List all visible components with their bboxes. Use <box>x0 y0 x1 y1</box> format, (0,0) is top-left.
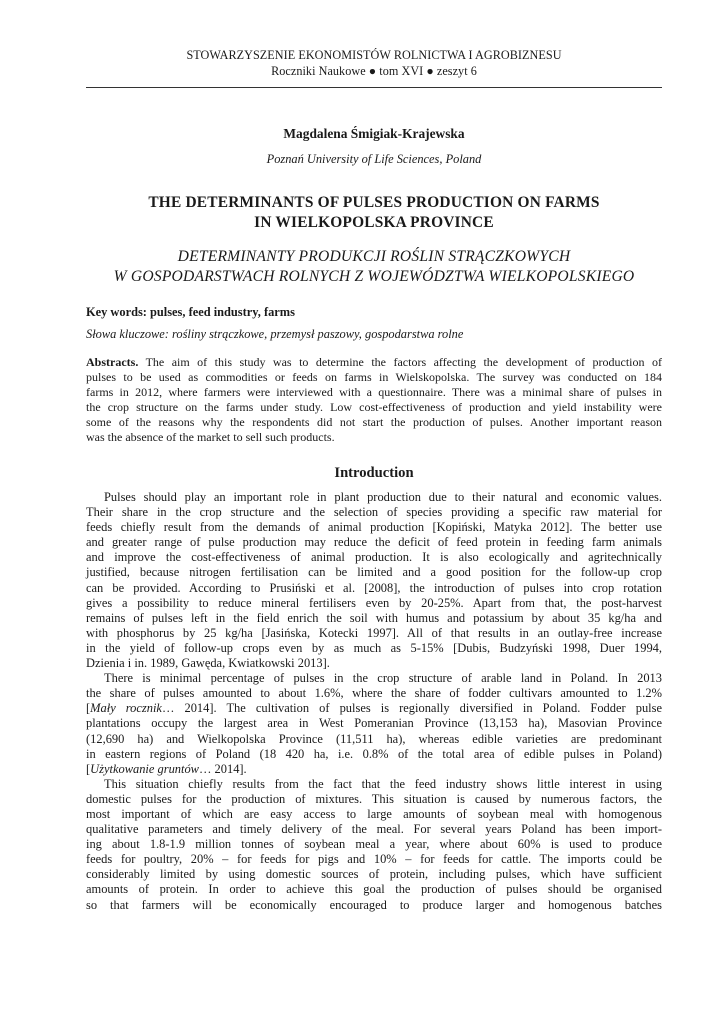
journal-header-society: STOWARZYSZENIE EKONOMISTÓW ROLNICTWA I AGROBIZNESU <box>186 48 562 62</box>
abstract-line: pulses to be used as commodities or feeds on farms in Wielskopolska. The survey was conducted on 184 <box>86 370 662 385</box>
abstract-line: was the absence of the market to sell such products. <box>86 430 335 445</box>
keywords: Key words: pulses, feed industry, farms <box>86 305 295 319</box>
abstract-line: the crop structure on the farms under study. Low cost-effectiveness of production and yield instability were <box>86 400 662 415</box>
body-line: Their share in the crop structure and the selection of species providing a specific raw material for <box>86 505 662 520</box>
section-title: Introduction <box>334 465 414 481</box>
body-line: feeds chiefly result from the demands of animal production [Kopiński, Matyka 2012]. The better use <box>86 520 662 535</box>
body-line: gives a possibility to reduce mineral fertilisers even by 20-25%. Apart from that, the post-harvest <box>86 595 662 610</box>
body-line: Dzienia i in. 1989, Gawęda, Kwiatkowski 2013]. <box>86 656 330 671</box>
body-line: justified, because nitrogen fertilisation can be limited and a good position for the follow-up crop <box>86 565 662 580</box>
header-rule <box>86 87 662 88</box>
bracket: [ <box>86 761 91 776</box>
body-line: There is minimal percentage of pulses in the crop structure of arable land in Poland. In 2013 <box>104 671 662 686</box>
body-line: plantations occupy the largest area in West Pomeranian Province (13,153 ha), Masovian Province <box>86 716 662 731</box>
body-line: with phosphorus by 25 kg/ha [Jasińska, Kotecki 1997]. All of that results in an outlay-free increase <box>86 625 662 640</box>
journal-header-volume: Roczniki Naukowe ● tom XVI ● zeszyt 6 <box>271 64 477 78</box>
paper-title-en-line: IN WIELKOPOLSKA PROVINCE <box>254 214 494 231</box>
paper-title-pl <box>86 247 662 287</box>
abstract-line <box>86 355 662 370</box>
body-text <box>86 490 662 913</box>
citation-title: Użytkowanie gruntów <box>90 761 199 776</box>
bracket: [ <box>86 701 91 716</box>
body-line: the share of pulses amounted to about 1.6%, where the share of fodder cultivars amounted to 1.2% <box>86 686 662 701</box>
citation-title: Mały rocznik <box>90 701 162 716</box>
body-line: most important of which are easy access to large amounts of soybean meal with homogenous <box>86 806 662 821</box>
body-text-run: … 2014]. The cultivation of pulses is regionally diversified in Poland. Fodder pulse <box>161 701 662 716</box>
body-line: qualitative parameters and timely delivery of the meal. For several years Poland has been import- <box>86 822 662 837</box>
body-line: in eastern regions of Poland (18 420 ha, i.e. 0.8% of the total area of edible pulses in Poland) <box>86 746 662 761</box>
journal-header <box>86 47 662 79</box>
abstract <box>86 355 662 446</box>
body-line: considerably limited by using domestic sources of protein, including pulses, which have sufficient <box>86 867 662 882</box>
abstract-line: some of the reasons why the respondents did not start the production of pulses. Another important reason <box>86 415 662 430</box>
body-line: amounts of protein. In order to achieve this goal the production of pulses should be organised <box>86 882 662 897</box>
body-line: feeds for poultry, 20% – for feeds for pigs and 10% – for feeds for cattle. The imports could be <box>86 852 662 867</box>
body-line <box>86 762 662 777</box>
abstract-label: Abstracts. <box>86 355 139 369</box>
body-line: remains of pulses left in the field enrich the soil with humus and potassium by about 35 kg/ha and <box>86 610 662 625</box>
abstract-text: The aim of this study was to determine the factors affecting the development of production of <box>138 355 662 369</box>
paper-title-en-line: THE DETERMINANTS OF PULSES PRODUCTION ON FARMS <box>148 194 600 211</box>
body-line: so that farmers will be economically encouraged to produce larger and homogenous batches <box>86 897 662 912</box>
body-line <box>86 701 662 716</box>
body-line: (12,690 ha) and Wielkopolska Province (11,511 ha), whereas edible varieties are predominant <box>86 731 662 746</box>
body-line: domestic pulses for the production of mixtures. This situation is caused by numerous factors, the <box>86 791 662 806</box>
body-line: Pulses should play an important role in plant production due to their natural and economic values. <box>104 490 662 504</box>
body-line: and improve the cost-effectiveness of animal production. It is also ecologically and agritechnically <box>86 550 662 565</box>
paper-title-pl-line: DETERMINANTY PRODUKCJI ROŚLIN STRĄCZKOWYCH <box>177 248 571 265</box>
author-name: Magdalena Śmigiak-Krajewska <box>283 126 465 141</box>
body-text-run: … 2014]. <box>198 761 247 776</box>
body-line: in the yield of follow-up crops even by as much as 5-15% [Dubis, Budzyński 1998, Duer 1994, <box>86 640 662 655</box>
body-line: ing about 1.8-1.9 million tonnes of soybean meal a year, where about 60% is used to produce <box>86 837 662 852</box>
paper-title-en <box>86 193 662 233</box>
paper-title-pl-line: W GOSPODARSTWACH ROLNYCH Z WOJEWÓDZTWA WIELKOPOLSKIEGO <box>113 268 635 285</box>
abstract-line: farms in 2012, where farmers were interviewed with a questionnaire. There was a minimal share of pulses in <box>86 385 662 400</box>
body-line: This situation chiefly results from the fact that the feed industry shows little interest in using <box>104 776 662 791</box>
body-line: can be provided. According to Prusiński et al. [2008], the introduction of pulses into crop rotation <box>86 580 662 595</box>
keywords-polish: Słowa kluczowe: rośliny strączkowe, przemysł paszowy, gospodarstwa rolne <box>86 327 464 341</box>
author-affiliation: Poznań University of Life Sciences, Poland <box>266 152 482 166</box>
body-line: and greater range of pulse production may reduce the deficit of feed protein in feeding farm animals <box>86 535 662 550</box>
